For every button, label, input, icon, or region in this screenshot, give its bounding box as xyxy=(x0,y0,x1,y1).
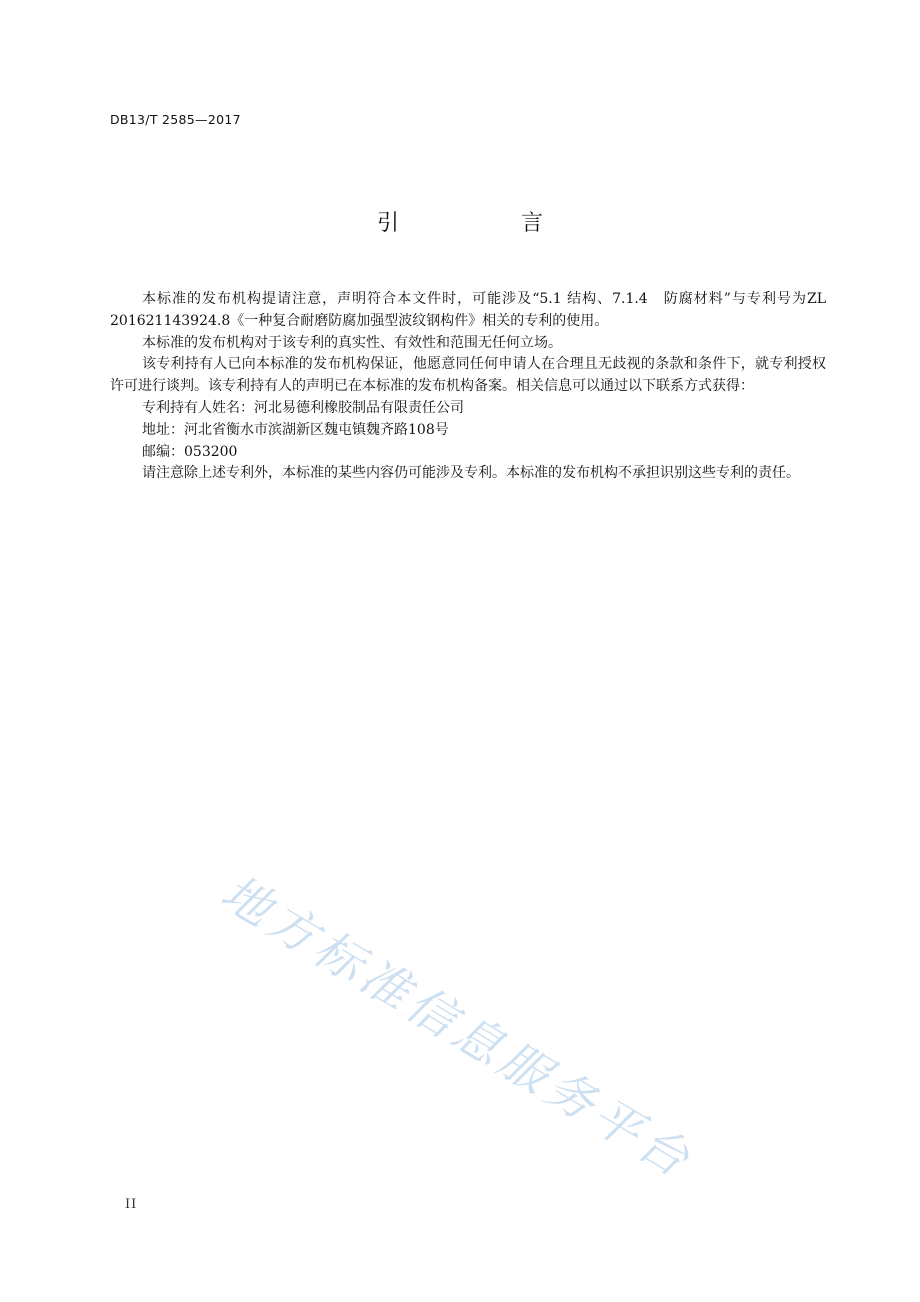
watermark: 地方标准信息服务平台 xyxy=(211,864,703,1191)
document-body xyxy=(110,289,826,485)
patent-holder-name: 专利持有人姓名：河北易德利橡胶制品有限责任公司 xyxy=(142,399,464,416)
patent-holder-postcode: 邮编：053200 xyxy=(142,443,238,460)
patent-holder-address: 地址：河北省衡水市滨湖新区魏屯镇魏齐路108号 xyxy=(142,421,449,438)
disclaimer-paragraph: 请注意除上述专利外，本标准的某些内容仍可能涉及专利。本标准的发布机构不承担识别这些专利的责任。 xyxy=(142,465,800,482)
page-title: 引 言 xyxy=(376,211,593,236)
patent-notice-paragraph: 本标准的发布机构提请注意，声明符合本文件时，可能涉及“5.1 结构、7.1.4 防腐材料”与专利号为ZL 201621143924.8《一种复合耐磨防腐加强型波纹钢构件》相关的专利的使用。 xyxy=(110,291,826,329)
position-statement-paragraph: 本标准的发布机构对于该专利的真实性、有效性和范围无任何立场。 xyxy=(142,334,562,351)
assurance-paragraph: 该专利持有人已向本标准的发布机构保证，他愿意同任何申请人在合理且无歧视的条款和条件下，就专利授权许可进行谈判。该专利持有人的声明已在本标准的发布机构备案。相关信息可以通过以下联系方式获得： xyxy=(110,356,826,395)
page-number: II xyxy=(125,1197,138,1212)
standard-code: DB13/T 2585—2017 xyxy=(110,112,241,127)
